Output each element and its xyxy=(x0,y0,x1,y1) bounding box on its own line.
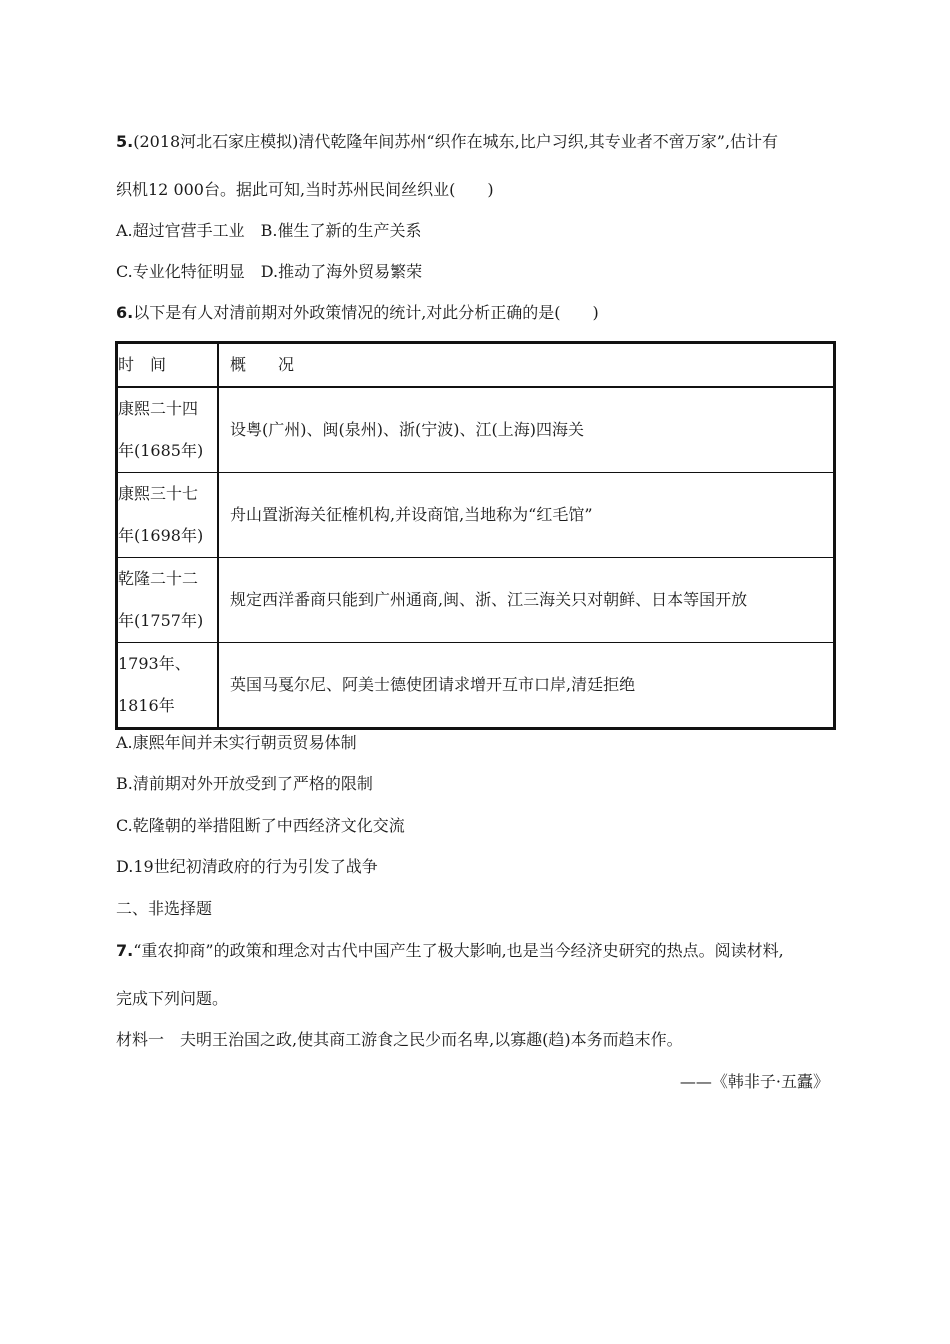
table-cell-summary: 设粤(广州)、闽(泉州)、浙(宁波)、江(上海)四海关 xyxy=(218,387,835,473)
time-line1: 乾隆二十二 xyxy=(118,569,199,588)
table-row xyxy=(117,473,835,558)
q7-source: ——《韩非子·五蠹》 xyxy=(679,1072,829,1091)
table-cell-time xyxy=(117,473,219,558)
q7-material1: 材料一 夫明王治国之政,使其商工游食之民少而名卑,以寡趣(趋)本务而趋末作。 xyxy=(116,1030,683,1049)
q6-option-b: B.清前期对外开放受到了严格的限制 xyxy=(116,774,373,793)
table-cell-time xyxy=(117,643,219,729)
time-line1: 康熙二十四 xyxy=(118,399,199,418)
q6-number: 6. xyxy=(116,303,134,322)
q5-line1 xyxy=(116,131,778,153)
q6-stem xyxy=(116,302,599,324)
time-line2: 1816年 xyxy=(118,696,175,715)
table-cell-summary: 舟山置浙海关征榷机构,并设商馆,当地称为“红毛馆” xyxy=(218,473,835,558)
table-row xyxy=(117,558,835,643)
q5-options-cd: C.专业化特征明显 D.推动了海外贸易繁荣 xyxy=(116,262,423,281)
table-cell-summary: 英国马戛尔尼、阿美士德使团请求增开互市口岸,清廷拒绝 xyxy=(218,643,835,729)
q5-number: 5. xyxy=(116,132,134,151)
table-row xyxy=(117,643,835,729)
table-cell-summary: 规定西洋番商只能到广州通商,闽、浙、江三海关只对朝鲜、日本等国开放 xyxy=(218,558,835,643)
q7-stem-line1: “重农抑商”的政策和理念对古代中国产生了极大影响,也是当今经济史研究的热点。阅读材料, xyxy=(133,941,784,960)
table-cell-time xyxy=(117,387,219,473)
q7-number: 7. xyxy=(116,941,134,960)
table-header-row xyxy=(117,343,835,388)
time-line2: 年(1685年) xyxy=(118,441,204,460)
policy-table xyxy=(115,341,836,730)
q7-line2: 完成下列问题。 xyxy=(116,989,229,1008)
table-header-summary: 概 况 xyxy=(218,343,835,388)
time-line2: 年(1698年) xyxy=(118,526,204,545)
q5-options-ab: A.超过官营手工业 B.催生了新的生产关系 xyxy=(116,221,422,240)
time-line1: 1793年、 xyxy=(118,654,191,673)
q5-line2: 织机12 000台。据此可知,当时苏州民间丝织业( ) xyxy=(116,180,494,199)
q7-line1 xyxy=(116,940,784,962)
q6-option-a: A.康熙年间并未实行朝贡贸易体制 xyxy=(116,733,357,752)
table-header-time: 时 间 xyxy=(117,343,219,388)
table-cell-time xyxy=(117,558,219,643)
time-line2: 年(1757年) xyxy=(118,611,204,630)
q5-stem-line1: (2018河北石家庄模拟)清代乾隆年间苏州“织作在城东,比户习织,其专业者不啻万家”,估计有 xyxy=(133,132,779,151)
q6-option-c: C.乾隆朝的举措阻断了中西经济文化交流 xyxy=(116,816,405,835)
time-line1: 康熙三十七 xyxy=(118,484,199,503)
table-row xyxy=(117,387,835,473)
q6-stem-text: 以下是有人对清前期对外政策情况的统计,对此分析正确的是( ) xyxy=(133,303,599,322)
q6-option-d: D.19世纪初清政府的行为引发了战争 xyxy=(116,857,378,876)
section-title: 二、非选择题 xyxy=(116,899,213,918)
